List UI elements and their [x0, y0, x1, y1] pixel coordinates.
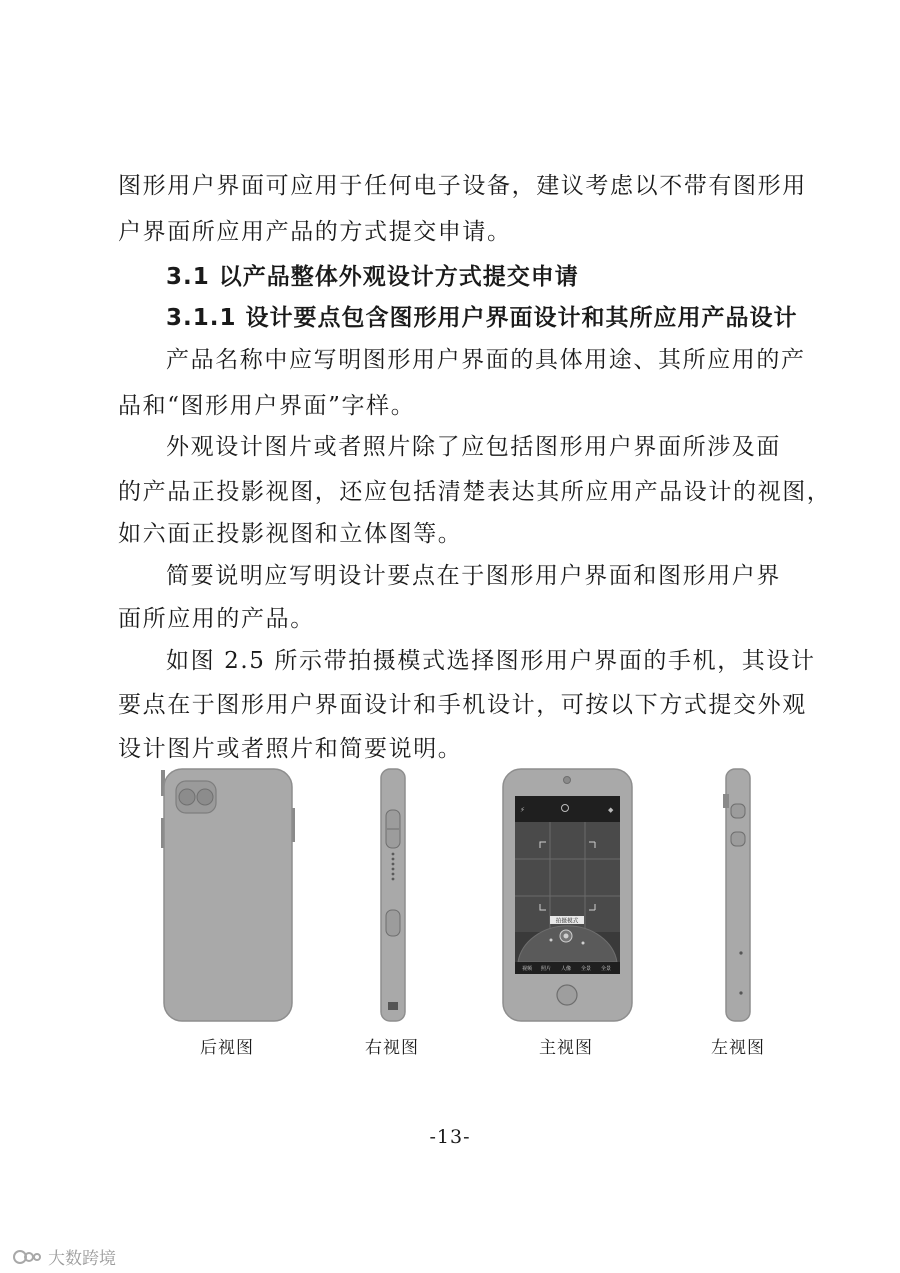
caption-front-view: 主视图: [539, 1038, 593, 1058]
paragraph-1-line-2: 户界面所应用产品的方式提交申请。: [118, 219, 512, 245]
page-number: -13-: [429, 1126, 471, 1148]
paragraph-3-line-1: 外观设计图片或者照片除了应包括图形用户界面所涉及面: [166, 434, 781, 460]
caption-back-view: 后视图: [200, 1038, 254, 1058]
mode-label-4: 全景: [600, 966, 612, 972]
caption-left-view: 左视图: [711, 1038, 765, 1058]
paragraph-3-line-3: 如六面正投影视图和立体图等。: [118, 521, 463, 547]
phone-back-view: [160, 768, 295, 1023]
phone-right-view: [375, 768, 409, 1023]
section-heading-3-1: 3.1 以产品整体外观设计方式提交申请: [166, 264, 579, 290]
paragraph-3-line-2: 的产品正投影视图，还应包括清楚表达其所应用产品设计的视图，: [118, 479, 832, 505]
paragraph-1-line-1: 图形用户界面可应用于任何电子设备，建议考虑以不带有图形用: [118, 173, 807, 199]
watermark: [12, 1244, 116, 1269]
mode-label-2: 人像: [560, 966, 572, 972]
paragraph-5-line-2: 要点在于图形用户界面设计和手机设计，可按以下方式提交外观: [118, 692, 807, 718]
watermark-logo-icon: [12, 1247, 42, 1267]
home-button: [557, 985, 577, 1005]
paragraph-2-line-1: 产品名称中应写明图形用户界面的具体用途、其所应用的产: [166, 347, 806, 373]
section-heading-3-1-1: 3.1.1 设计要点包含图形用户界面设计和其所应用产品设计: [166, 305, 798, 331]
mode-label-0: 视频: [521, 966, 533, 972]
phone-front-view: [500, 768, 635, 1023]
svg-text:◆: ◆: [608, 806, 614, 814]
paragraph-5-line-3: 设计图片或者照片和简要说明。: [118, 736, 463, 762]
watermark-text: 大数跨境: [48, 1249, 116, 1269]
paragraph-4-line-1: 简要说明应写明设计要点在于图形用户界面和图形用户界: [166, 563, 781, 589]
caption-right-view: 右视图: [365, 1038, 419, 1058]
paragraph-4-line-2: 面所应用的产品。: [118, 606, 315, 632]
shooting-mode-label: 拍摄模式: [555, 918, 579, 925]
paragraph-5-line-1: 如图 2.5 所示带拍摄模式选择图形用户界面的手机，其设计: [166, 648, 816, 674]
mode-label-3: 全景: [580, 966, 592, 972]
phone-left-view: [722, 768, 756, 1023]
mode-label-1: 照片: [540, 966, 552, 972]
svg-text:⚡: ⚡: [520, 806, 525, 814]
paragraph-2-line-2: 品和“图形用户界面”字样。: [118, 393, 416, 419]
